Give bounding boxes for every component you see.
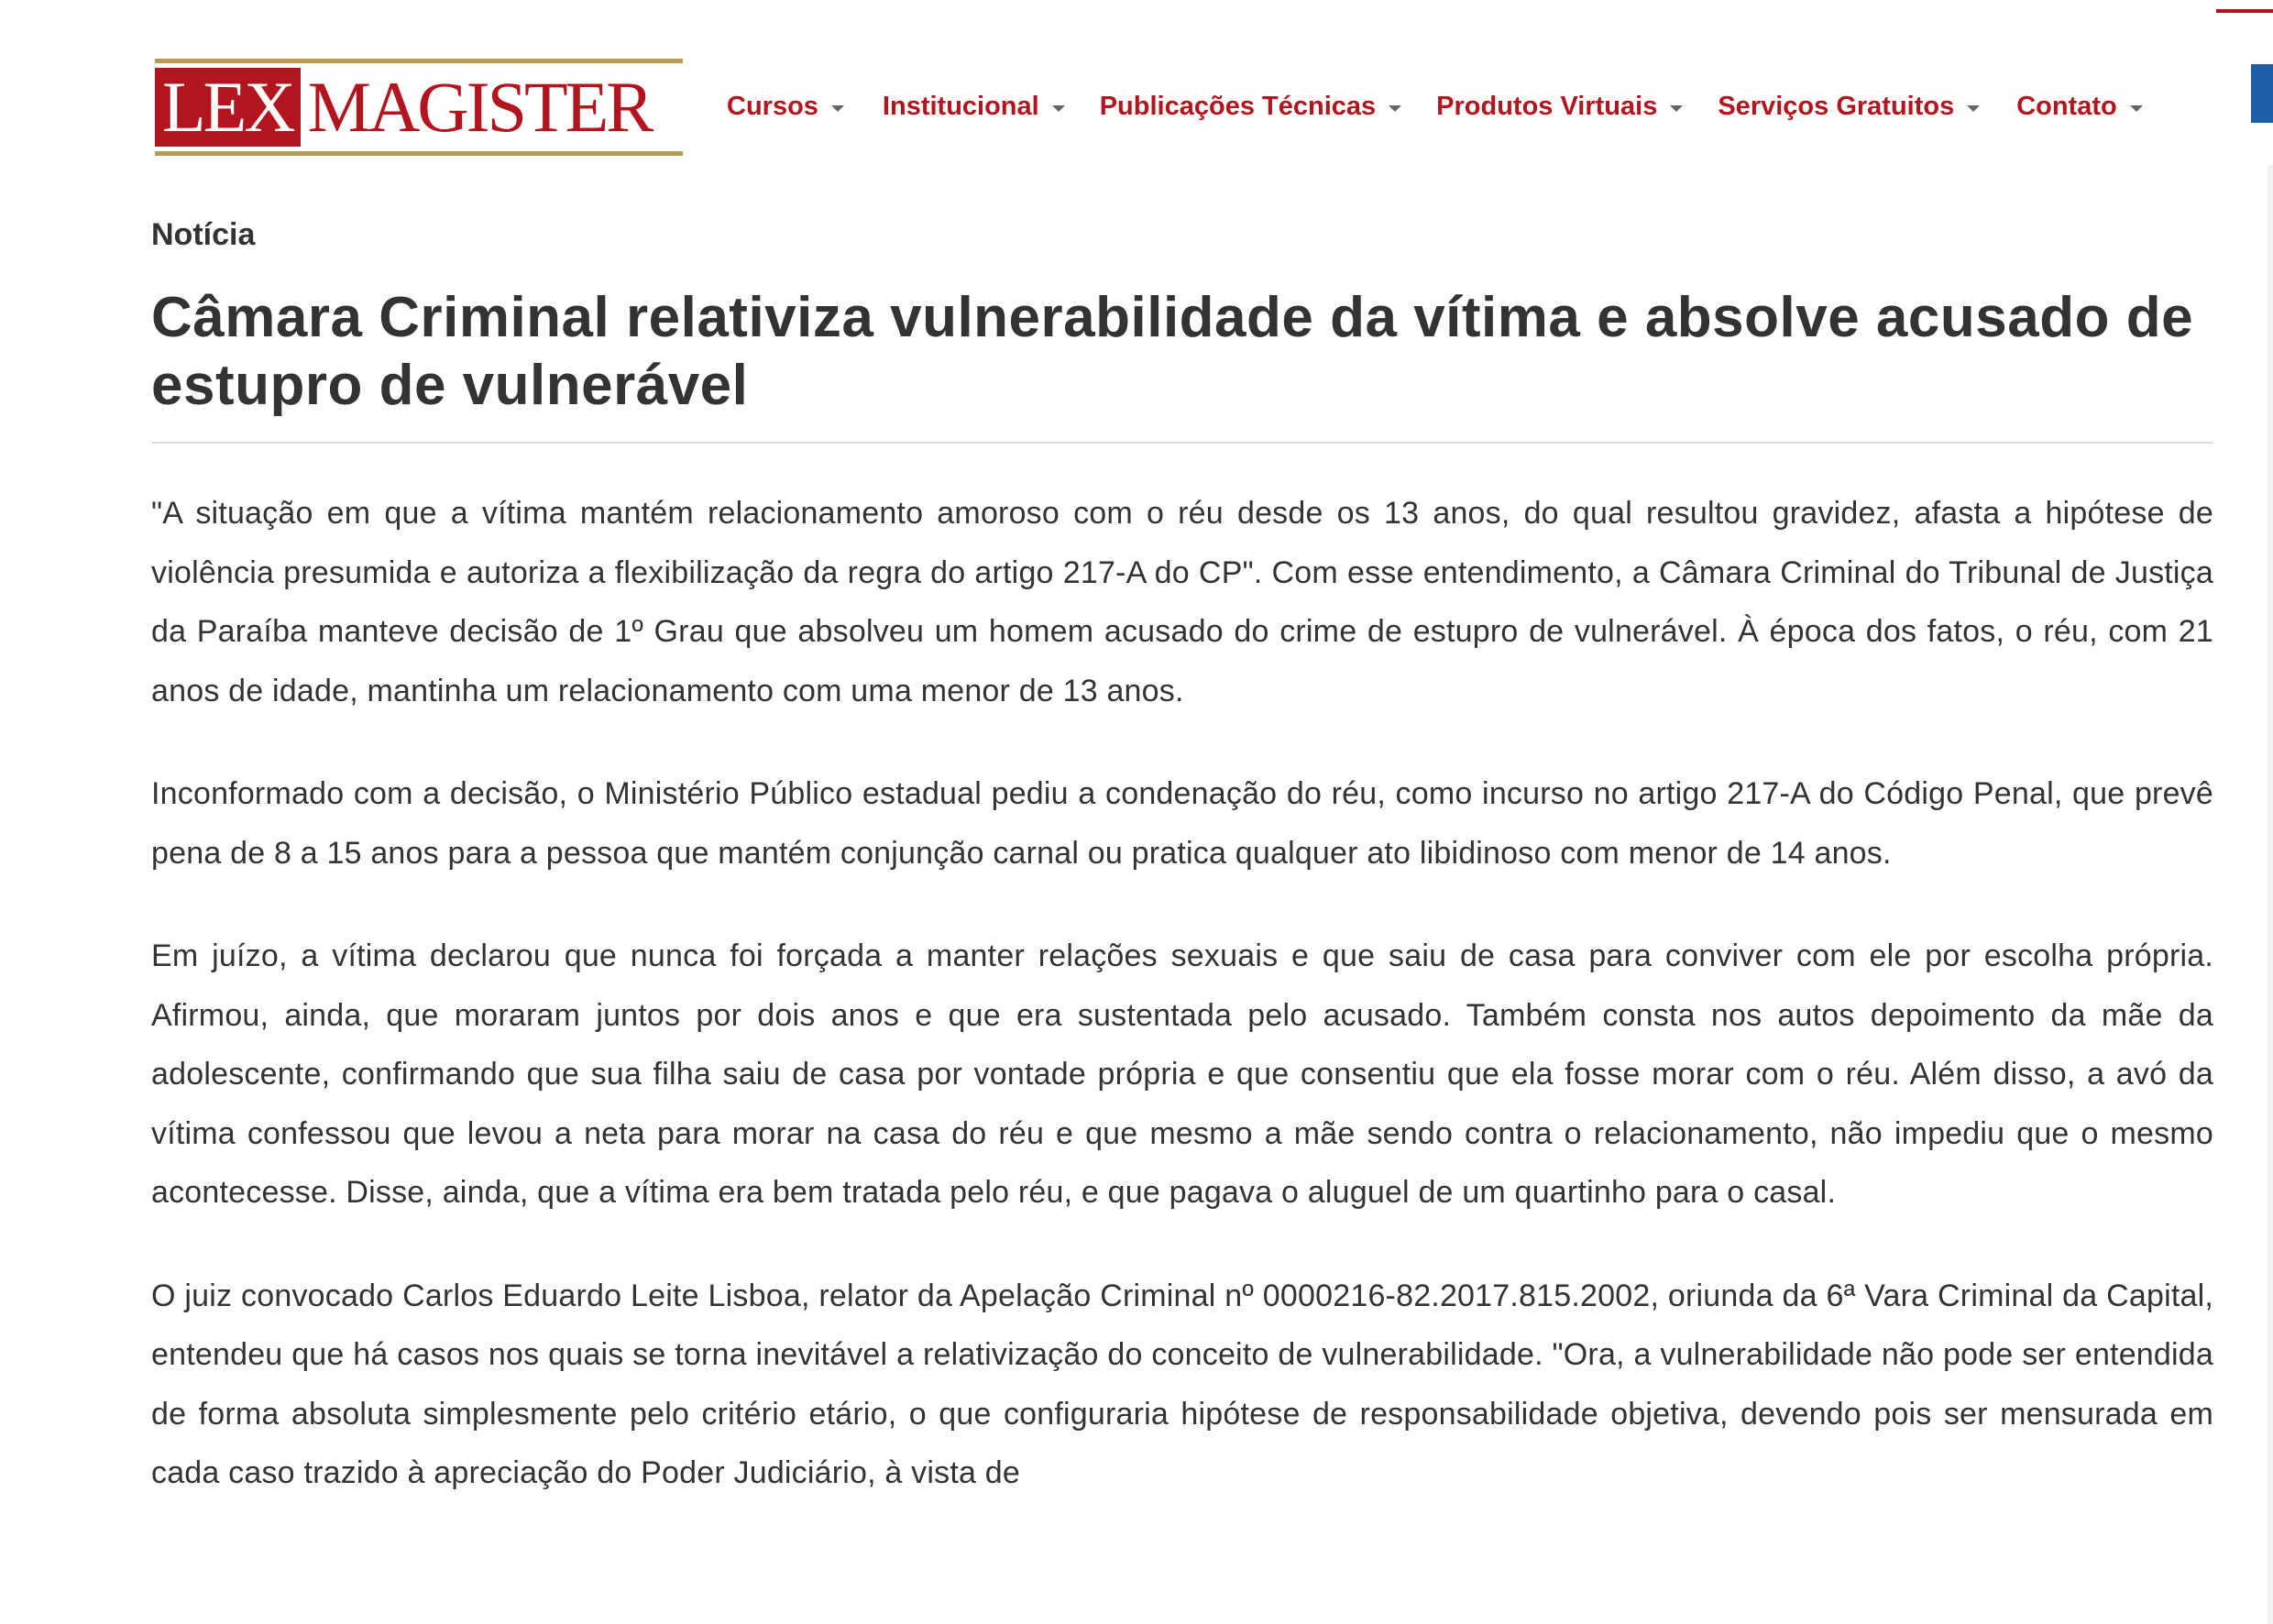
nav-item-label: Cursos: [727, 91, 818, 121]
chevron-down-icon: [831, 105, 844, 112]
cropped-side-button[interactable]: [2251, 64, 2273, 123]
nav-item-institucional[interactable]: [883, 92, 1065, 122]
title-divider: [151, 442, 2213, 444]
article-paragraph: Inconformado com a decisão, o Ministério Público estadual pediu a condenação do réu, como incurso no artigo 217-A do Código Penal, que prevê pena de 8 a 15 anos para a pessoa que mantém conjunção carnal ou pratica qualquer ato libidinoso com menor de 14 anos.: [151, 776, 2213, 871]
nav-item-contato[interactable]: [2016, 92, 2143, 122]
nav-item-label: Contato: [2016, 91, 2117, 121]
top-right-cropped-banner: [2216, 0, 2273, 13]
nav-item-label: Produtos Virtuais: [1436, 91, 1658, 121]
site-header: [151, 57, 2213, 158]
article-title: Câmara Criminal relativiza vulnerabilidade da vítima e absolve acusado de estupro de vulnerável: [151, 286, 2194, 417]
chevron-down-icon: [1052, 105, 1065, 112]
nav-item-servicos-gratuitos[interactable]: [1718, 92, 1980, 122]
article-category: Notícia: [151, 217, 256, 252]
page-right-edge: [2268, 165, 2273, 1624]
article-paragraph: "A situação em que a vítima mantém relacionamento amoroso com o réu desde os 13 anos, do qual resultou gravidez, afasta a hipótese de violência presumida e autoriza a flexibilização da regra do artigo 217-A do CP". Com esse entendimento, a Câmara Criminal do Tribunal de Justiça da Paraíba manteve decisão de 1º Grau que absolveu um homem acusado do crime de estupro de vulnerável. À época dos fatos, o réu, com 21 anos de idade, mantinha um relacionamento com uma menor de 13 anos.: [151, 496, 2213, 708]
chevron-down-icon: [1670, 105, 1683, 112]
article-paragraph: Em juízo, a vítima declarou que nunca foi forçada a manter relações sexuais e que saiu de casa para conviver com ele por escolha própria. Afirmou, ainda, que moraram juntos por dois anos e que era sustentada pelo acusado. Também consta nos autos depoimento da mãe da adolescente, confirmando que sua filha saiu de casa por vontade própria e que consentiu que ela fosse morar com o réu. Além disso, a avó da vítima confessou que levou a neta para morar na casa do réu e que mesmo a mãe sendo contra o relacionamento, não impediu que o mesmo acontecesse. Disse, ainda, que a vítima era bem tratada pelo réu, e que pagava o aluguel de um quartinho para o casal.: [151, 938, 2213, 1210]
main-nav: [727, 81, 2143, 132]
nav-item-label: Institucional: [882, 91, 1039, 121]
nav-item-cursos[interactable]: [727, 92, 844, 122]
chevron-down-icon: [1389, 105, 1401, 112]
article-body: [151, 484, 2213, 1503]
nav-item-label: Serviços Gratuitos: [1718, 91, 1955, 121]
article-paragraph: O juiz convocado Carlos Eduardo Leite Lisboa, relator da Apelação Criminal nº 0000216-82.2017.815.2002, oriunda da 6ª Vara Criminal da Capital, entendeu que há casos nos quais se torna inevitável a relativização do conceito de vulnerabilidade. "Ora, a vulnerabilidade não pode ser entendida de forma absoluta simplesmente pelo critério etário, o que configuraria hipótese de responsabilidade objetiva, devendo pois ser mensurada em cada caso trazido à apreciação do Poder Judiciário, à vista de: [151, 1278, 2213, 1490]
nav-item-publicacoes-tecnicas[interactable]: [1100, 92, 1401, 122]
chevron-down-icon: [2130, 105, 2143, 112]
logo-lex-text: LEX: [155, 68, 301, 147]
nav-item-label: Publicações Técnicas: [1099, 91, 1377, 121]
news-article: [151, 209, 2213, 1547]
logo-magister-text: MAGISTER: [307, 67, 652, 147]
lex-magister-logo[interactable]: [155, 59, 683, 156]
nav-item-produtos-virtuais[interactable]: [1436, 92, 1683, 122]
chevron-down-icon: [1967, 105, 1980, 112]
